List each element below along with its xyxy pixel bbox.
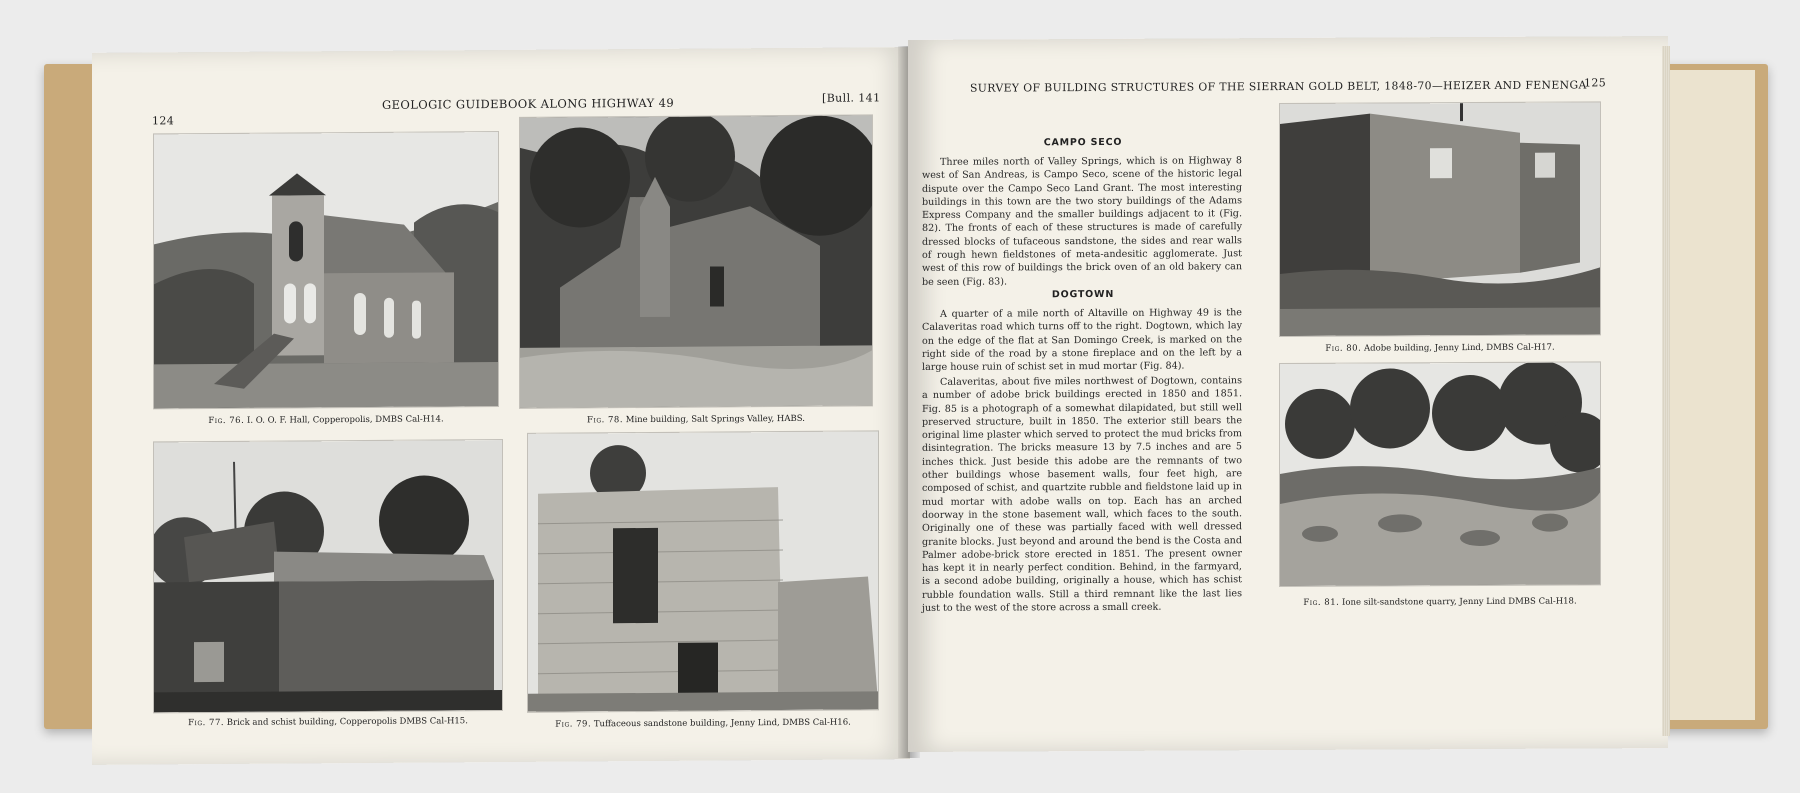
photo-tuffaceous-building: [528, 431, 878, 711]
paragraph-dogtown: A quarter of a mile north of Altaville on Highway 49 is the Calaveritas road which turns off to the right. Dogtown, which lay on the edge of the flat at San Domingo Creek, is marked on the right side of the road by a stone fireplace and on the left by a large house ruin of schist set in mud mortar (Fig. 84).: [922, 307, 1242, 374]
fig-78-caption: Mine building, Salt Springs Valley, HABS.: [625, 413, 805, 426]
fig-78-label: Fig. 78.: [587, 415, 624, 426]
photo-ioof-hall: [154, 132, 498, 408]
photo-sandstone-quarry: [1280, 362, 1600, 586]
photo-brick-schist-building: [154, 440, 502, 712]
paragraph-calaveritas: Calaveritas, about five miles northwest of Dogtown, contains a number of adobe brick buildings erected in 1850 and 1851. Fig. 85 is a photograph of a somewhat dilapidated, but still well preserved structure, built in 1850. The exterior still bears the original lime plaster which served to protect the mud bricks from disintegration. The bricks measure 13 by 7.5 inches and are 5 inches thick. Just beside this adobe are the remnants of two other buildings whose basement walls, four feet high, are composed of schist, and quartzite rubble and fieldstone laid up in mud mortar with adobe walls on top. Each has an arched doorway in the stone basement wall, which faces to the south. Originally one of these was partially faced with well dressed granite blocks. Just beyond and around the bend is the Costa and Palmer adobe-brick store erected in 1851. The present owner has kept it in nearly perfect condition. Behind, in the farmyard, is a second adobe building, originally a house, which has schist rubble foundation walls. Still a third remnant like the last lies just to the west of the store across a small creek.: [922, 375, 1242, 614]
heading-campo-seco: CAMPO SECO: [1043, 136, 1123, 149]
fig-80-label: Fig. 80.: [1325, 343, 1362, 354]
fig-79-caption: Tuffaceous sandstone building, Jenny Lind, DMBS Cal-H16.: [593, 717, 851, 730]
left-running-head: GEOLOGIC GUIDEBOOK ALONG HIGHWAY 49: [382, 95, 675, 112]
caption-fig-80: [1280, 342, 1600, 354]
heading-dogtown: DOGTOWN: [1051, 288, 1115, 301]
page-edges: [1662, 46, 1670, 736]
fig-80-caption: Adobe building, Jenny Lind, DMBS Cal-H17.: [1364, 342, 1555, 354]
fig-81-label: Fig. 81.: [1303, 597, 1340, 608]
cover-endpaper: [1660, 70, 1755, 720]
fig-79-label: Fig. 79.: [555, 719, 592, 730]
fig-81-caption: Ione silt-sandstone quarry, Jenny Lind DMBS Cal-H18.: [1342, 596, 1577, 608]
photo-adobe-building: [1280, 102, 1600, 336]
fig-77-caption: Brick and schist building, Copperopolis DMBS Cal-H15.: [226, 716, 468, 728]
paragraph-campo-seco: Three miles north of Valley Springs, which is on Highway 8 west of San Andreas, is Campo Seco, scene of the historic legal dispute over the Campo Seco Land Grant. The most interesting buildings in this town are the two story buildings of the Adams Express Company and the smaller buildings adjacent to it (Fig. 82). The fronts of each of these structures is made of carefully dressed blocks of tufaceous sandstone, the sides and rear walls of rough hewn fieldstones of meta-andesitic agglomerate. Just west of this row of buildings the brick oven of an old bakery can be seen (Fig. 83).: [922, 155, 1242, 288]
fig-76-label: Fig. 76.: [208, 415, 245, 427]
left-page: [92, 47, 910, 765]
fig-77-label: Fig. 77.: [188, 717, 225, 729]
fig-76-caption: I. O. O. F. Hall, Copperopolis, DMBS Cal-H14.: [247, 414, 444, 426]
caption-fig-78: [520, 413, 872, 425]
caption-fig-76: [154, 414, 498, 426]
left-page-number: 124: [152, 114, 175, 128]
left-bulletin-ref: [Bull. 141: [822, 91, 881, 105]
caption-fig-81: [1280, 596, 1600, 608]
caption-fig-79: [528, 717, 878, 729]
right-page-number: 125: [1584, 76, 1607, 90]
caption-fig-77: [154, 716, 502, 728]
right-page: [908, 36, 1668, 752]
right-running-head: SURVEY OF BUILDING STRUCTURES OF THE SIERRAN GOLD BELT, 1848-70—HEIZER AND FENENGA: [970, 78, 1587, 95]
photo-mine-building: [520, 115, 872, 407]
